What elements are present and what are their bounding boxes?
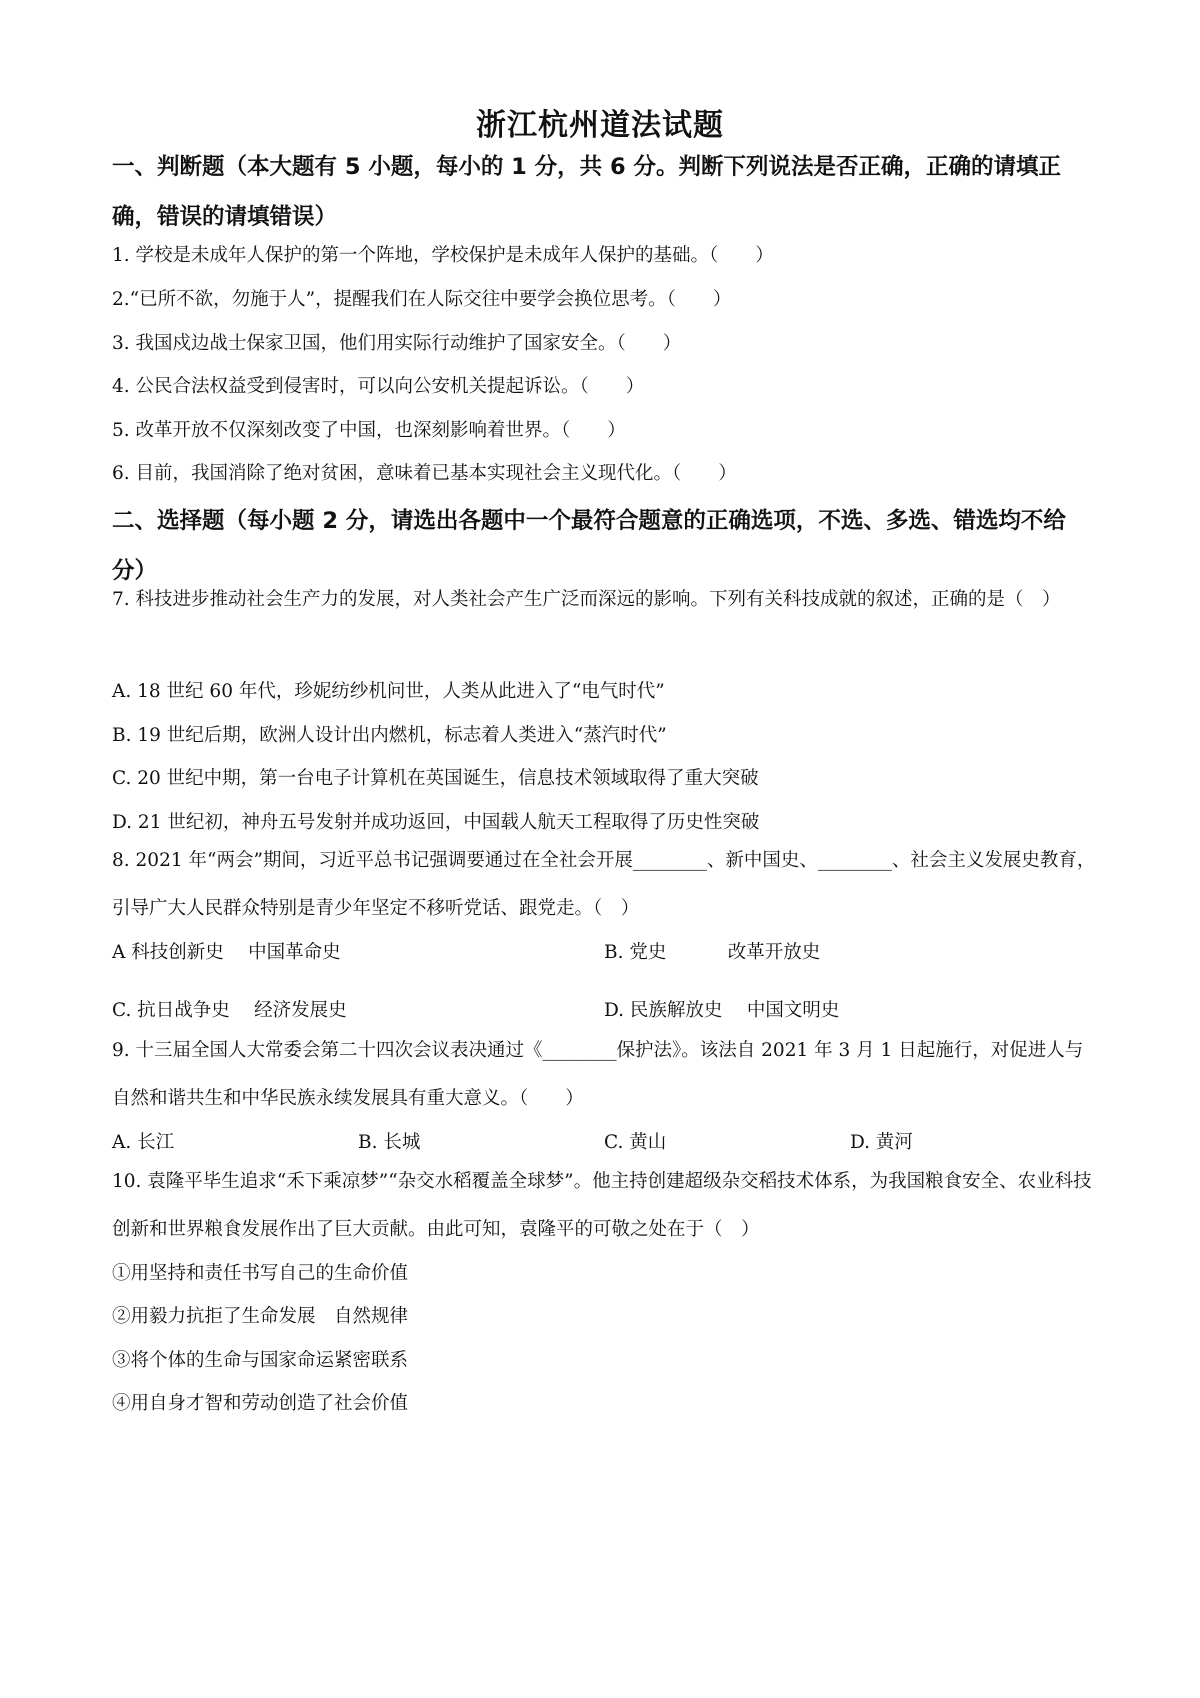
section1-heading: 一、判断题（本大题有 5 小题，每小的 1 分，共 6 分。判断下列说法是否正确，正确的请填正确，错误的请填错误）	[112, 154, 1061, 230]
judge-item-4: 4. 公民合法权益受到侵害时，可以向公安机关提起诉讼。（ ）	[112, 376, 645, 397]
judge-item-2: 2.“已所不欲，勿施于人”，提醒我们在人际交往中要学会换位思考。（ ）	[112, 289, 732, 310]
q7-option-a: A. 18 世纪 60 年代，珍妮纺纱机问世，人类从此进入了“电气时代”	[112, 681, 665, 702]
q9-option-c: C. 黄山	[604, 1132, 667, 1153]
q10-item-2: ②用毅力抗拒了生命发展 自然规律	[112, 1306, 409, 1327]
judge-item-3: 3. 我国戍边战士保家卫国，他们用实际行动维护了国家安全。（ ）	[112, 333, 682, 354]
q10-stem: 10. 袁隆平毕生追求“禾下乘凉梦”“杂交水稻覆盖全球梦”。他主持创建超级杂交稻技术体系，为我国粮食安全、农业科技创新和世界粮食发展作出了巨大贡献。由此可知，袁隆平的可敬之处在于（ ）	[112, 1171, 1092, 1240]
q8-option-a: A 科技创新史 中国革命史	[112, 942, 341, 963]
q8-option-c: C. 抗日战争史 经济发展史	[112, 1000, 347, 1021]
judge-item-5: 5. 改革开放不仅深刻改变了中国，也深刻影响着世界。（ ）	[112, 420, 626, 441]
q9-option-a: A. 长江	[112, 1132, 175, 1153]
q8-stem: 8. 2021 年“两会”期间，习近平总书记强调要通过在全社会开展________、新中国史、________、社会主义发展史教育，引导广大人民群众特别是青少年坚定不移听党话、跟党走。（ ）	[112, 850, 1096, 919]
q7-option-b: B. 19 世纪后期，欧洲人设计出内燃机，标志着人类进入“蒸汽时代”	[112, 725, 667, 746]
q7-option-d: D. 21 世纪初，神舟五号发射并成功返回，中国载人航天工程取得了历史性突破	[112, 812, 760, 833]
q8-option-d: D. 民族解放史 中国文明史	[604, 1000, 840, 1021]
q9-stem: 9. 十三届全国人大常委会第二十四次会议表决通过《________保护法》。该法自 2021 年 3 月 1 日起施行，对促进人与自然和谐共生和中华民族永续发展具有重大意义。（ ）	[112, 1040, 1084, 1109]
q9-option-d: D. 黄河	[850, 1132, 913, 1153]
q10-item-3: ③将个体的生命与国家命运紧密联系	[112, 1350, 409, 1371]
judge-item-6: 6. 目前，我国消除了绝对贫困，意味着已基本实现社会主义现代化。（ ）	[112, 463, 737, 484]
q8-option-b: B. 党史 改革开放史	[604, 942, 821, 963]
section2-heading: 二、选择题（每小题 2 分，请选出各题中一个最符合题意的正确选项，不选、多选、错选均不给分）	[112, 508, 1066, 584]
q9-option-b: B. 长城	[358, 1132, 421, 1153]
q7-stem: 7. 科技进步推动社会生产力的发展，对人类社会产生广泛而深远的影响。下列有关科技成就的叙述，正确的是（ ）	[112, 589, 1061, 610]
q10-item-1: ①用坚持和责任书写自己的生命价值	[112, 1263, 409, 1284]
judge-item-1: 1. 学校是未成年人保护的第一个阵地，学校保护是未成年人保护的基础。（ ）	[112, 245, 774, 266]
q10-item-4: ④用自身才智和劳动创造了社会价值	[112, 1393, 409, 1414]
q7-option-c: C. 20 世纪中期，第一台电子计算机在英国诞生，信息技术领域取得了重大突破	[112, 768, 759, 789]
page-title: 浙江杭州道法试题	[476, 108, 724, 143]
